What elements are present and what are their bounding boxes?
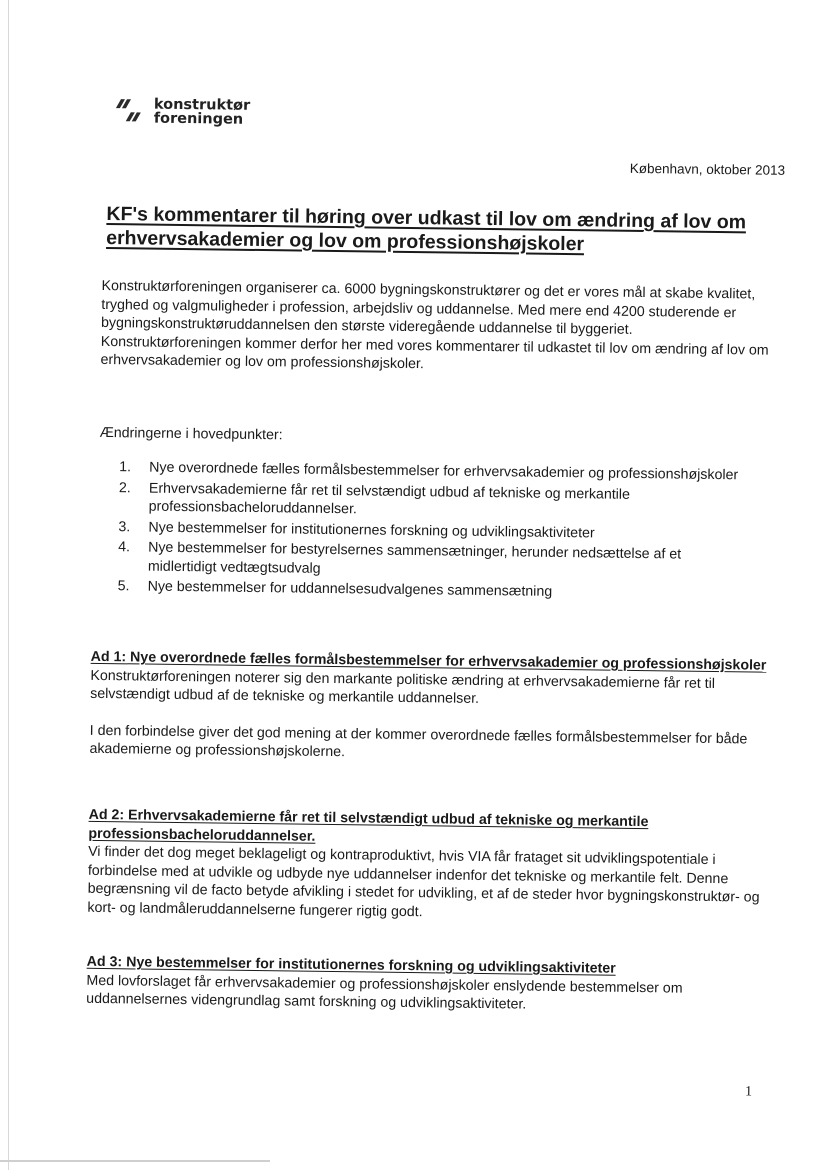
section-heading: Ad 3: Nye bestemmelser for institutionernes forskning og udviklingsaktiviteter [86, 953, 616, 977]
intro-section [100, 277, 771, 378]
intro-paragraph-2: Konstruktørforeningen kommer derfor her med vores kommentarer til udkastet til lov om ændring af lov om erhvervsakademier og lov om professionshøjskoler. [100, 333, 769, 373]
list-item-text: Erhvervsakademierne får ret til selvstændigt udbud af tekniske og merkantile professionsbacheloruddannelser. [148, 480, 631, 518]
changes-list [117, 458, 739, 606]
list-item-text: Nye bestemmelser for bestyrelsernes sammensætninger, herunder nedsættelse af et midlertidigt vedtægtsudvalg [147, 539, 682, 577]
section-heading: Ad 1: Nye overordnede fælles formålsbestemmelser for erhvervsakademier og professionshøjskoler [90, 648, 767, 674]
list-item-number: 2. [118, 479, 131, 496]
logo-slash-icon [112, 94, 154, 129]
section-ad-3 [86, 953, 763, 1017]
logo-line-2: foreningen [153, 110, 244, 128]
logo-line-1: konstruktør [153, 96, 251, 114]
changes-label: Ændringerne i hovedpunkter: [99, 424, 283, 444]
list-item [119, 479, 739, 524]
list-item-number: 4. [118, 539, 131, 556]
list-item-number: 3. [118, 518, 131, 535]
list-item-number: 5. [117, 578, 130, 595]
intro-paragraph-1: Konstruktørforeningen organiserer ca. 6000 bygningskonstruktører og det er vores mål at skabe kvalitet, tryghed og valgmuligheder i profession, arbejdsliv og uddannelse. Med mere end 4200 studerende er bygningskonstruktøruddannelsen den største videregående uddannelse til byggeriet. [100, 277, 756, 338]
section-heading: Ad 2: Erhvervsakademierne får ret til selvstændigt udbud af tekniske og merkantile professionsbacheloruddannelser. [88, 806, 649, 845]
section-paragraph: Vi finder det dog meget beklageligt og kontraproduktivt, hvis VIA får frataget sit udviklingspotentiale i forbindelse med at udvikle og udbyde nye uddannelser indenfor det tekniske og merkantile felt. Denne begrænsning vil de facto betyde afvikling i stedet for udvikling, et af de steder hvor bygningskonstruktør- og kort- og landmåleruddannelserne fungerer rigtig godt. [87, 843, 760, 920]
document-title: KF's kommentarer til høring over udkast til lov om ændring af lov om erhvervsakademier og lov om professionshøjskoler [106, 202, 747, 256]
list-item-text: Nye overordnede fælles formålsbestemmelser for erhvervsakademier og professionshøjskoler [149, 459, 739, 484]
list-item-text: Nye bestemmelser for uddannelsesudvalgenes sammensætning [147, 578, 553, 600]
organization-logo [112, 93, 251, 131]
section-paragraph: Med lovforslaget får erhvervsakademier og professionshøjskoler enslydende bestemmelser om uddannelsernes videngrundlag samt forskning og udviklingsaktiviteter. [86, 972, 683, 1013]
section-ad-2 [87, 806, 764, 926]
section-paragraph: I den forbindelse giver det god mening at der kommer overordnede fælles formålsbestemmelser for både akademierne og professionshøjskolerne. [89, 722, 748, 761]
section-ad-1 [89, 648, 766, 767]
logo-wordmark [154, 98, 251, 127]
list-item [118, 538, 738, 583]
list-item-text: Nye bestemmelser for institutionernes forskning og udviklingsaktiviteter [148, 519, 595, 541]
page-number: 1 [744, 1084, 753, 1100]
document-date: København, oktober 2013 [629, 160, 786, 178]
list-item-number: 1. [119, 459, 132, 476]
section-paragraph: Konstruktørforeningen noterer sig den markante politiske ændring at erhvervsakademierne får ret til selvstændigt udbud af de tekniske og merkantile uddannelser. [90, 667, 716, 707]
